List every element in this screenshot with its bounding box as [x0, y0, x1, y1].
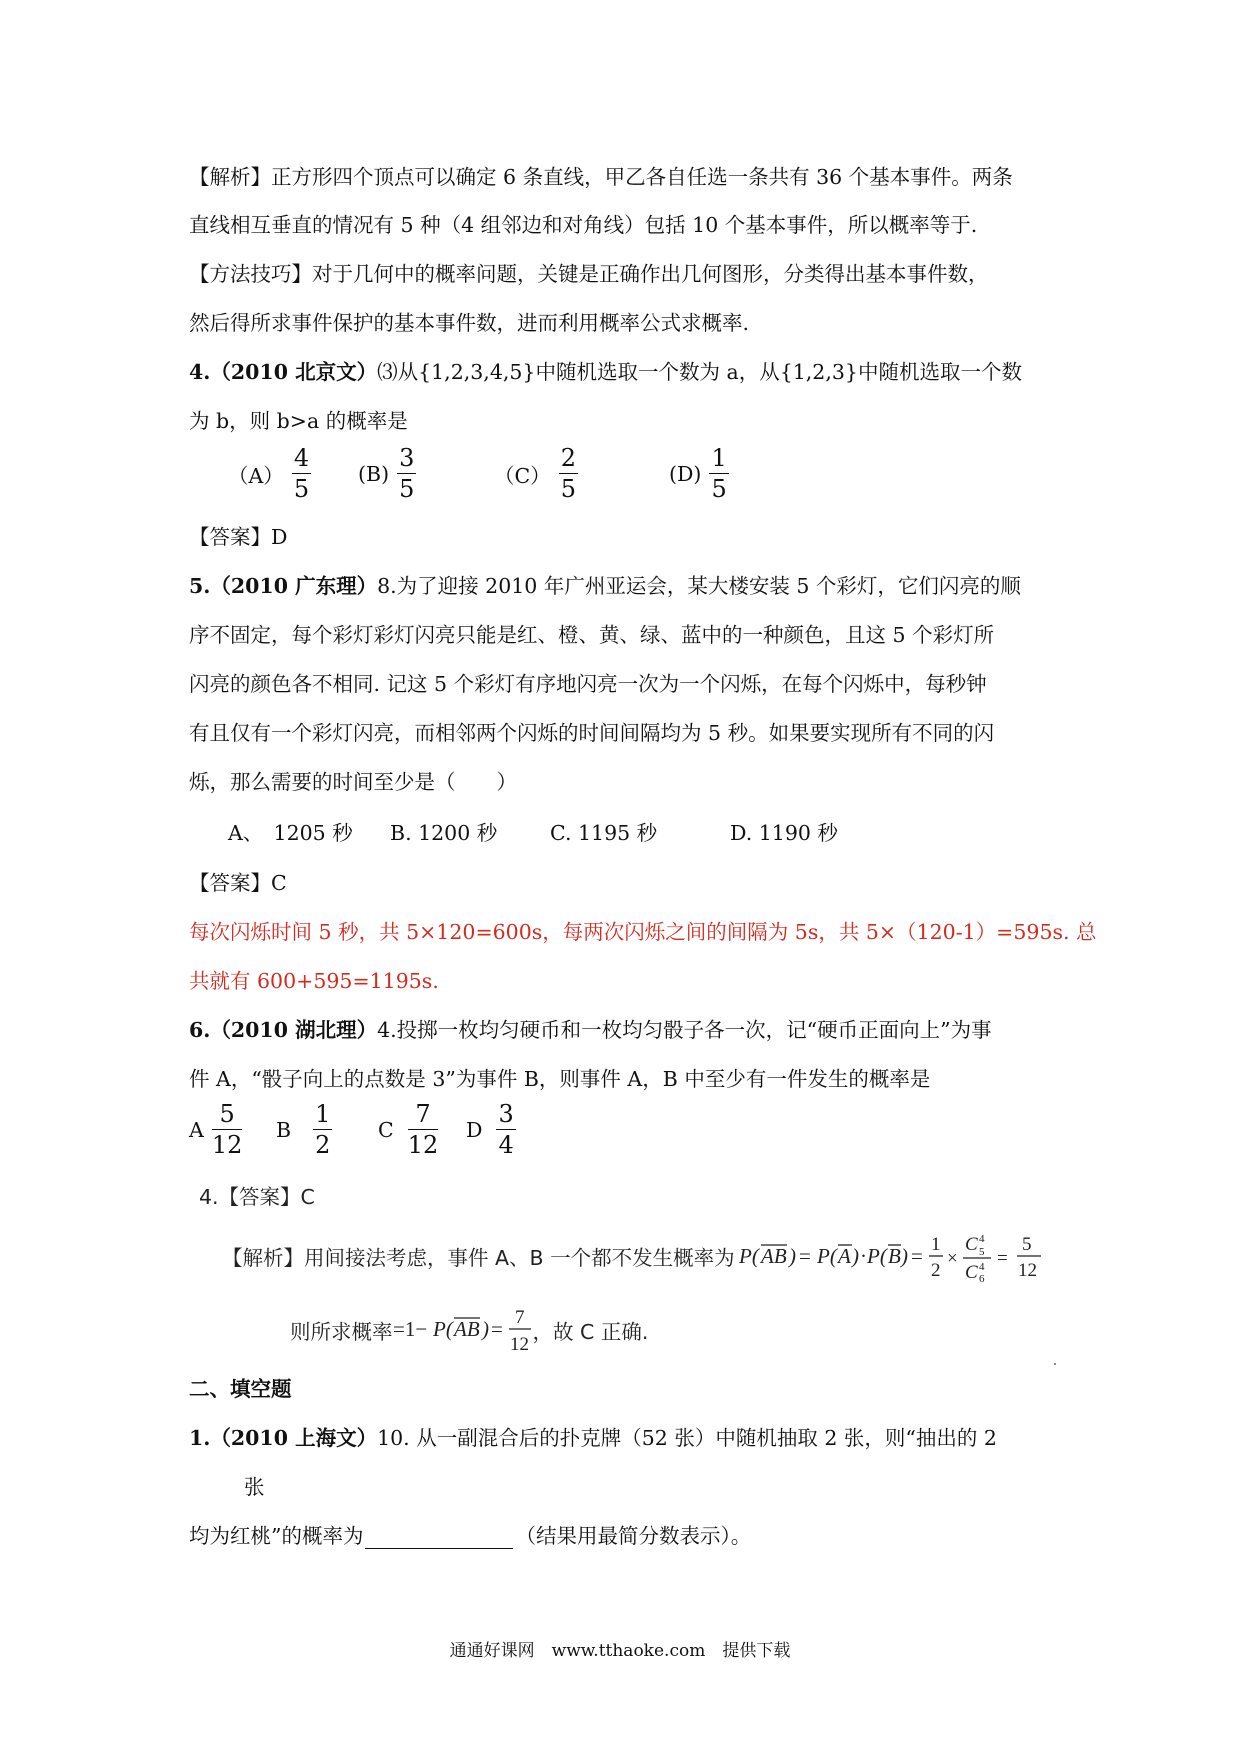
svg-text:B: B [887, 1244, 901, 1268]
q4-option-d-fraction [709, 446, 728, 501]
q4-option-b [358, 446, 416, 501]
svg-text:=: = [910, 1244, 923, 1268]
q4-option-a-label: （A） [228, 463, 284, 488]
q5-line-3: 闪亮的颜色各不相同. 记这 5 个彩灯有序地闪亮一次为一个闪烁，在每个闪烁中，每秒钟 [189, 672, 987, 696]
q5-line-4: 有且仅有一个彩灯闪亮，而相邻两个闪烁的时间间隔均为 5 秒。如果要实现所有不同的闪 [189, 721, 995, 745]
q4-option-c-label: （C） [494, 463, 551, 488]
q6-explanation-text-3: ，故 C 正确. [532, 1320, 649, 1344]
fraction-numerator: 2 [560, 444, 576, 472]
q4-option-b-label: (B) [358, 461, 390, 486]
q6-explanation-text-2: 则所求概率 [290, 1320, 393, 1344]
q5-answer: 【答案】C [189, 871, 287, 895]
q6-option-a [189, 1102, 242, 1157]
q6-option-b-fraction [313, 1102, 332, 1157]
svg-text:=: = [996, 1248, 1008, 1269]
s2-q1-line-1 [189, 1421, 997, 1451]
fraction-denominator: 5 [711, 475, 727, 503]
svg-text:A: A [837, 1244, 851, 1268]
q4-option-b-fraction [397, 446, 416, 501]
svg-text:): ) [900, 1244, 908, 1268]
svg-text:·: · [859, 1244, 867, 1268]
q5-line-1 [189, 569, 1021, 599]
answer-blank[interactable] [365, 1526, 513, 1549]
q6-text-1: 4.投掷一枚均匀硬币和一枚均匀骰子各一次，记“硬币正面向上”为事 [377, 1018, 992, 1042]
fraction-denominator: 5 [293, 475, 310, 503]
svg-text:P(: P( [816, 1244, 837, 1268]
svg-text:=1−: =1− [392, 1317, 427, 1341]
q4-option-d-label: (D) [669, 461, 702, 486]
q6-explanation-1 [222, 1228, 1069, 1284]
q5-option-a: A、 1205 秒 [228, 821, 353, 845]
fraction-numerator: 5 [219, 1100, 235, 1128]
q5-line-5: 烁，那么需要的时间至少是（ ） [189, 770, 517, 794]
q6-explanation-2 [290, 1302, 648, 1358]
svg-text:4: 4 [978, 1261, 985, 1273]
q5-text-1: 8.为了迎接 2010 年广州亚运会，某大楼安装 5 个彩灯，它们闪亮的顺 [377, 574, 1021, 598]
q6-line-1 [189, 1013, 992, 1043]
fraction-numerator: 3 [399, 444, 415, 472]
svg-text:5: 5 [1021, 1234, 1032, 1255]
svg-text:AB: AB [453, 1317, 480, 1341]
q5-option-d: D. 1190 秒 [730, 821, 838, 845]
svg-text:): ) [851, 1244, 859, 1268]
q5-label: 5.（2010 广东理） [189, 574, 378, 598]
q6-option-d-label: D [466, 1117, 483, 1142]
svg-text:12: 12 [1017, 1260, 1037, 1281]
page-footer: 通通好课网 www.tthaoke.com 提供下载 [449, 1641, 791, 1661]
q4-line-1 [189, 355, 1022, 385]
svg-text:AB: AB [760, 1244, 787, 1268]
q6-option-d-fraction [496, 1102, 515, 1157]
fraction-denominator: 12 [407, 1131, 439, 1159]
q4-line-2: 为 b，则 b>a 的概率是 [189, 409, 408, 433]
q6-option-b [276, 1102, 332, 1157]
s2-q1-text-3a: 均为红桃”的概率为 [189, 1524, 364, 1548]
q6-option-c-label: C [378, 1117, 394, 1142]
fraction-denominator: 12 [211, 1131, 243, 1159]
svg-text:6: 6 [978, 1273, 985, 1284]
scan-speck [1054, 1363, 1056, 1365]
svg-text:4: 4 [978, 1233, 985, 1245]
svg-text:C: C [964, 1234, 978, 1255]
method-line-2: 然后得所求事件保护的基本事件数，进而利用概率公式求概率. [189, 311, 750, 335]
s2-q1-line-2: 张 [244, 1475, 265, 1499]
svg-text:=: = [490, 1317, 503, 1341]
probability-formula-2 [393, 1302, 533, 1358]
q6-option-d [466, 1102, 516, 1157]
q6-option-b-label: B [276, 1117, 292, 1142]
q4-option-a [228, 446, 311, 501]
fraction-numerator: 1 [315, 1100, 331, 1128]
q4-option-c [494, 446, 578, 501]
fraction-denominator: 5 [399, 475, 415, 503]
q5-explanation-1: 每次闪烁时间 5 秒，共 5×120=600s，每两次闪烁之间的间隔为 5s，共 5×（120-1）=595s. 总 [189, 920, 1097, 944]
q6-explanation-text-1: 【解析】用间接法考虑，事件 A、B 一个都不发生概率为 [222, 1246, 735, 1270]
analysis-line-1: 【解析】正方形四个顶点可以确定 6 条直线，甲乙各自任选一条共有 36 个基本事件。两条 [189, 165, 1013, 189]
q4-option-a-fraction [292, 446, 311, 501]
fraction-denominator: 2 [315, 1131, 331, 1159]
svg-text:): ) [481, 1317, 489, 1341]
q4-option-c-fraction [559, 446, 578, 501]
svg-text:): ) [788, 1244, 796, 1268]
s2-q1-text-3b: （结果用最简分数表示）。 [515, 1524, 752, 1548]
q5-line-2: 序不固定，每个彩灯彩灯闪亮只能是红、橙、黄、绿、蓝中的一种颜色，且这 5 个彩灯所 [189, 623, 995, 647]
analysis-line-2: 直线相互垂直的情况有 5 种（4 组邻边和对角线）包括 10 个基本事件，所以概率等于. [189, 213, 978, 237]
probability-formula-1 [739, 1228, 1069, 1284]
q5-option-c: C. 1195 秒 [550, 821, 658, 845]
svg-text:×: × [946, 1248, 958, 1269]
svg-text:C: C [964, 1262, 978, 1283]
fraction-denominator: 4 [498, 1131, 514, 1159]
q6-answer: 4.【答案】C [199, 1185, 315, 1209]
fraction-numerator: 4 [293, 444, 310, 472]
q6-option-c-fraction [408, 1102, 439, 1157]
q4-answer: 【答案】D [189, 525, 288, 549]
q4-text-1: ⑶从{1,2,3,4,5}中随机选取一个数为 a，从{1,2,3}中随机选取一个数 [377, 360, 1022, 384]
fraction-numerator: 3 [498, 1100, 514, 1128]
section-2-heading: 二、填空题 [189, 1377, 292, 1401]
q6-line-2: 件 A，“骰子向上的点数是 3”为事件 B，则事件 A，B 中至少有一件发生的概率是 [189, 1067, 931, 1091]
svg-text:7: 7 [514, 1307, 524, 1328]
q4-label: 4.（2010 北京文） [189, 360, 378, 384]
method-line-1: 【方法技巧】对于几何中的概率问题，关键是正确作出几何图形，分类得出基本事件数， [189, 262, 989, 286]
q5-explanation-2: 共就有 600+595=1195s. [189, 969, 439, 993]
svg-text:P(: P( [738, 1244, 759, 1268]
q6-option-c [378, 1102, 438, 1157]
q6-option-a-label: A [189, 1117, 204, 1142]
q6-option-a-fraction [212, 1102, 243, 1157]
svg-text:P(: P( [866, 1244, 887, 1268]
fraction-numerator: 1 [711, 444, 727, 472]
q5-option-b: B. 1200 秒 [390, 821, 498, 845]
svg-text:P(: P( [432, 1317, 453, 1341]
fraction-denominator: 5 [560, 475, 576, 503]
q6-label: 6.（2010 湖北理） [189, 1018, 378, 1042]
q4-option-d [669, 446, 729, 501]
s2-q1-line-3 [189, 1519, 751, 1549]
svg-text:1: 1 [930, 1234, 941, 1255]
svg-text:12: 12 [509, 1334, 529, 1355]
svg-text:2: 2 [930, 1260, 941, 1281]
svg-text:5: 5 [978, 1246, 985, 1258]
s2-q1-text-1: 10. 从一副混合后的扑克牌（52 张）中随机抽取 2 张，则“抽出的 2 [377, 1426, 997, 1450]
svg-text:=: = [798, 1244, 811, 1268]
fraction-numerator: 7 [415, 1100, 431, 1128]
s2-q1-label: 1.（2010 上海文） [189, 1426, 378, 1450]
